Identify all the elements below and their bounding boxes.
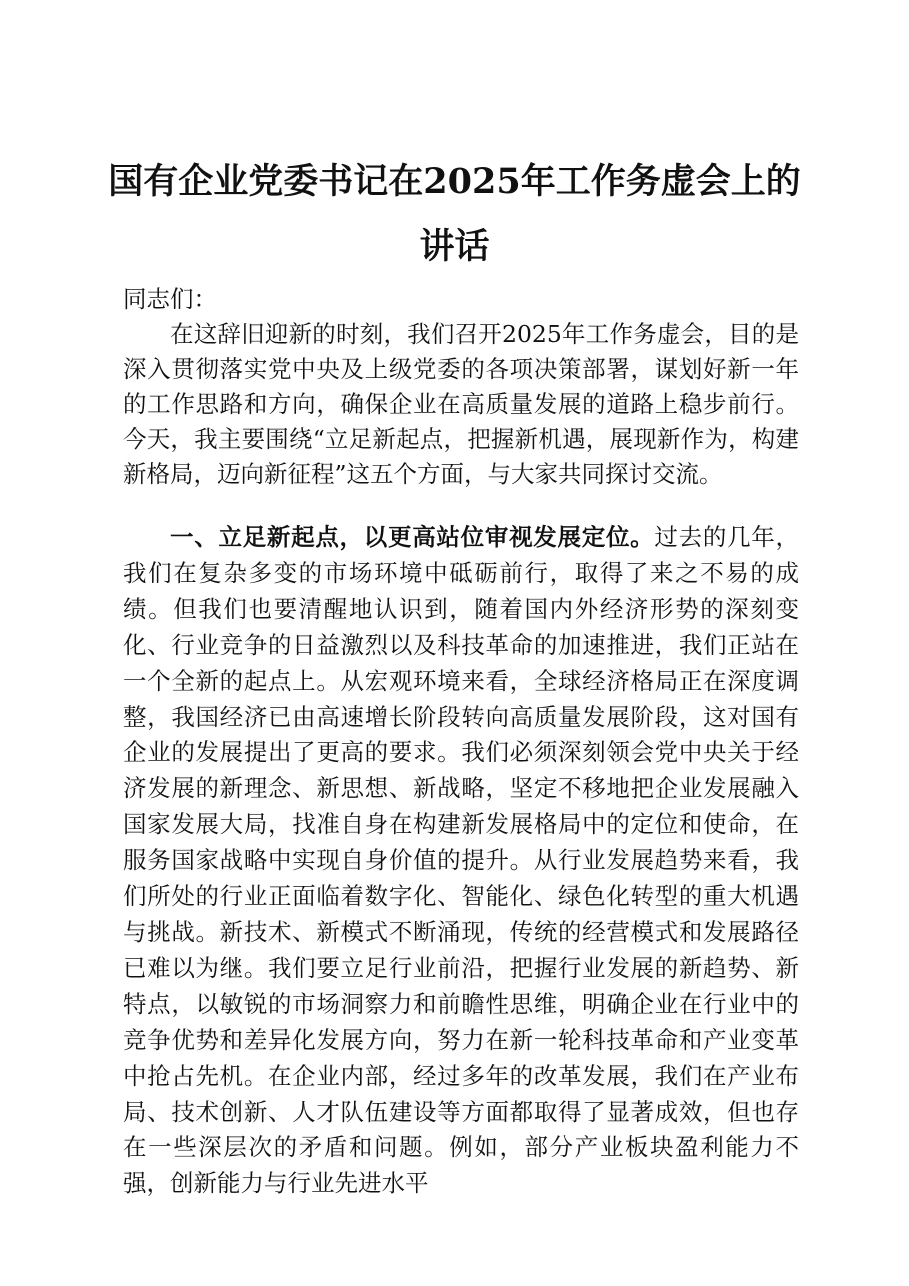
document-title-line-2: 讲话 [419,226,490,267]
salutation: 同志们： [123,285,217,313]
document-title-line-1: 国有企业党委书记在2025年工作务虚会上的 [108,161,801,202]
paragraph-section-1 [123,520,799,1202]
paragraph-intro: 在这辞旧迎新的时刻，我们召开2025年工作务虚会，目的是深入贯彻落实党中央及上级党委的各项决策部署，谋划好新一年的工作思路和方向，确保企业在高质量发展的道路上稳步前行。今天，我主要围绕“立足新起点，把握新机遇，展现新作为，构建新格局，迈向新征程”这五个方面，与大家共同探讨交流。 [123,320,799,488]
section-1-text: 过去的几年，我们在复杂多变的市场环境中砥砺前行，取得了来之不易的成绩。但我们也要清醒地认识到，随着国内外经济形势的深刻变化、行业竞争的日益激烈以及科技革命的加速推进，我们正站在一个全新的起点上。从宏观环境来看，全球经济格局正在深度调整，我国经济已由高速增长阶段转向高质量发展阶段，这对国有企业的发展提出了更高的要求。我们必须深刻领会党中央关于经济发展的新理念、新思想、新战略，坚定不移地把企业发展融入国家发展大局，找准自身在构建新发展格局中的定位和使命，在服务国家战略中实现自身价值的提升。从行业发展趋势来看，我们所处的行业正面临着数字化、智能化、绿色化转型的重大机遇与挑战。新技术、新模式不断涌现，传统的经营模式和发展路径已难以为继。我们要立足行业前沿，把握行业发展的新趋势、新特点，以敏锐的市场洞察力和前瞻性思维，明确企业在行业中的竞争优势和差异化发展方向，努力在新一轮科技革命和产业变革中抢占先机。在企业内部，经过多年的改革发展，我们在产业布局、技术创新、人才队伍建设等方面都取得了显著成效，但也存在一些深层次的矛盾和问题。例如，部分产业板块盈利能力不强，创新能力与行业先进水平 [123,523,800,1198]
section-1-heading: 一、立足新起点，以更高站位审视发展定位。 [170,523,655,551]
